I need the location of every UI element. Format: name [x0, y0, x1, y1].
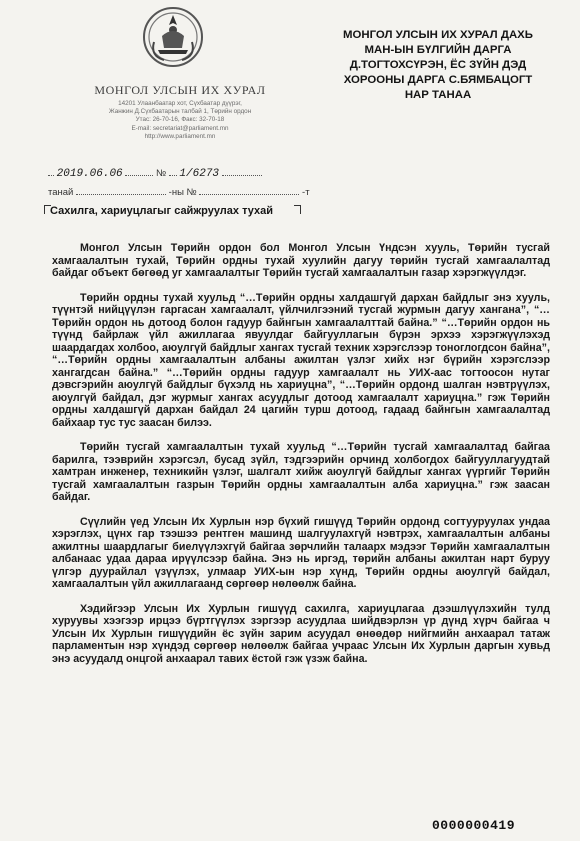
- body-paragraph: Хэдийгээр Улсын Их Хурлын гишүүд сахилга, хариуцлагаа дээшлүүлэхийн тулд хуруувы хээгээр ирцээ бүртгүүлэх зэргээр асуудлаа шийдвэрлэн үр дүнд хүрч байгаа ч Улсын Их Хурлын гишүүдийн ёс зүйн зарим асуудал өнөөдөр нийгмийн анхаарал татаж парламентын нэр хүндэд сөргөөр нөлөөлж байгаа учраас Улсын Их Хурлын даргын хувьд энэ асуудалд онцгой анхаарал тавих ёстой гэж үзэж байна.: [52, 602, 550, 665]
- addressee-block: [308, 28, 568, 103]
- subject-bracket-right: [294, 205, 301, 214]
- body-paragraph: Монгол Улсын Төрийн ордон бол Монгол Улсын Үндсэн хууль, Төрийн тусгай хамгаалалтын тухай, Төрийн ордны тухай хуулийн дагуу төрийн тусгай хамгаалалтад байдаг объект бөгөөд уг хамгаалалтыг Төрийн тусгай хамгаалалтын газар хэрэгжүүлдэг.: [52, 242, 550, 279]
- state-emblem-icon: [142, 6, 204, 68]
- body-paragraph: Төрийн тусгай хамгаалалтын тухай хуульд “…Төрийн тусгай хамгаалалтад байгаа барилга, тээврийн хэрэгсэл, бусад зүйл, тэдгээрийн орчинд холбогдох байгууллагуудтай хамтран инженер, техникийн үзлэг, шалгалт хийж аюулгүй байдлыг хангах үүргийг Төрийн тусгай хамгаалалтын газрын Төрийн ордны хамгаалалтын алба хариуцна.” гэж заасан байдаг.: [52, 441, 550, 503]
- reference-line-outgoing: [48, 166, 262, 180]
- contact-line: 14201 Улаанбаатар хот, Сүхбаатар дүүрэг,: [118, 100, 242, 107]
- contact-line: Жанжин Д.Сүхбаатарын талбай 1, Төрийн ордон: [108, 108, 252, 116]
- body-paragraph: Төрийн ордны тухай хуульд “…Төрийн ордны халдашгүй дархан байдлыг энэ хууль, түүнтэй нийцүүлэн гаргасан хамгаалалт, үйлчилгээний тусгай журмын дагуу хангана”, “…Төрийн ордон нь дотоод болон гадуур байнгын хамгаалалттай байна.” “…Төрийн ордон нь түүнд байрлаж үйл ажиллагаа явуулдаг байгууллагын бүрэн эрхээ хэрэгжүүлэхэд шаардагдах холбоо, аюулгүй байдлыг хангах тусгай техник хэрэгслээр тоноглогдсон байна”, “…Төрийн ордны хамгаалалтын албаны ажилтан үзлэг хийх нэг бүрийн хэрэгслээр хангагдсан байна.” “…Төрийн ордны гадуур хамгаалалт нь УИХ-аас тогтоосон нутаг дэвсгэрийн аюулгүй байдлыг бүхэлд нь хариуцна”, “…Төрийн ордонд шалган нэвтрүүлэх, аюулгүй байдал, дэг журмыг хангах асуудлыг дотоод хамгаалалт хариуцна.” гэж Төрийн ордны халдашгүй дархан байдал 24 цагийн турш дотоод, гадаад байнгын хамгаалалтад байхаар тус тус заасан билээ.: [52, 291, 550, 429]
- addressee-line: МОНГОЛ УЛСЫН ИХ ХУРАЛ ДАХЬ: [343, 29, 533, 41]
- addressee-line: НАР ТАНАА: [404, 89, 472, 101]
- reference-number: 1/6273: [179, 168, 220, 180]
- org-name: МОНГОЛ УЛСЫН ИХ ХУРАЛ: [94, 83, 266, 97]
- addressee-line: МАН-ЫН БҮЛГИЙН ДАРГА: [364, 44, 512, 56]
- body-paragraph: Сүүлийн үед Улсын Их Хурлын нэр бүхий гишүүд Төрийн ордонд согтууруулах ундаа хэрэглэх, цүнх гар тээшээ рентген машинд шалгуулахгүй нэвтрэх, хамгаалалтын албаны ажилтны шаардлагыг биелүүлэхгүй байгаа зөрчлийн талаарх мэдээг Төрийн хамгаалалтын албанаас удаа дараа ирүүлсээр байна. Энэ нь иргэд, төрийн албаны ажилтан нарт буруу үлгэр дуурайлал үзүүлэх, улмаар УИХ-ын нэр хүнд, Төрийн ордны аюулгүй байдал, хамгаалалтын үйл ажиллагаанд сөргөөр нөлөөлж байна.: [52, 515, 550, 590]
- number-sign: №: [155, 168, 167, 179]
- letter-body: [52, 242, 550, 677]
- contact-block: [60, 100, 300, 141]
- reference-line-incoming: [48, 185, 310, 198]
- reference-prefix: танай: [48, 187, 74, 198]
- addressee-line: ХОРООНЫ ДАРГА С.БЯМБАЦОГТ: [343, 74, 533, 86]
- contact-line: http://www.parliament.mn: [144, 132, 216, 140]
- contact-line: E-mail: secretariat@parliament.mn: [131, 124, 229, 132]
- reference-num-sign: №: [186, 187, 197, 198]
- subject-line: Сахилга, хариуцлагыг сайжруулах тухай: [50, 205, 273, 217]
- addressee-line: Д.ТОГТОХСҮРЭН, ЁС ЗҮЙН ДЭД: [349, 59, 527, 71]
- reference-suffix: -т: [302, 187, 310, 198]
- contact-line: Утас: 26-70-16, Факс: 32-70-18: [135, 116, 225, 124]
- document-serial-number: 0000000419: [432, 818, 516, 833]
- reference-mid: -ны: [168, 187, 184, 198]
- reference-date: 2019.06.06: [56, 168, 123, 180]
